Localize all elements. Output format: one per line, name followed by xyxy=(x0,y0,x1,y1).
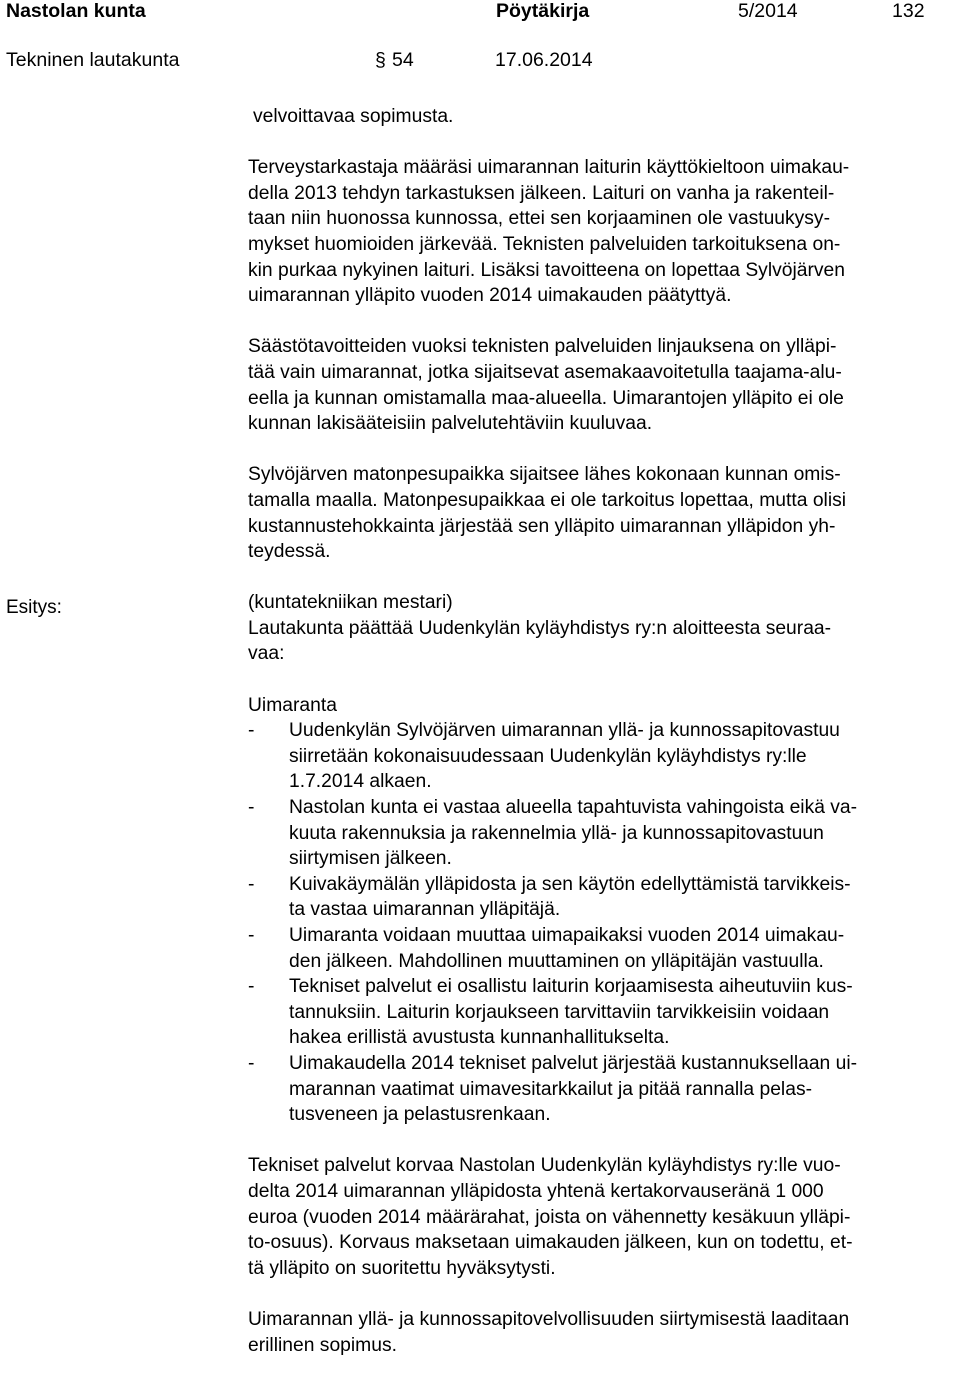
list-item xyxy=(248,872,960,923)
text-line: Kuivakäymälän ylläpidosta ja sen käytön edellyttämistä tarvikkeis- xyxy=(289,873,851,895)
text-line: Sylvöjärven matonpesupaikka sijaitsee lähes kokonaan kunnan omis- xyxy=(248,464,841,486)
municipality-name: Nastolan kunta xyxy=(6,0,146,22)
bullet-dash: - xyxy=(248,976,255,998)
proposal-section xyxy=(248,590,960,667)
text-line: kin purkaa nykyinen laituri. Lisäksi tavoitteena on lopettaa Sylvöjärven xyxy=(248,259,845,281)
list-item xyxy=(248,718,960,795)
top-line: velvoittavaa sopimusta. xyxy=(253,106,454,127)
bullet-dash: - xyxy=(248,873,255,895)
text-line: siirretään kokonaisuudessaan Uudenkylän kyläyhdistys ry:lle xyxy=(289,745,807,767)
text-line: Uudenkylän Sylvöjärven uimarannan yllä- ja kunnossapitovastuu xyxy=(289,720,840,742)
committee-name: Tekninen lautakunta xyxy=(6,49,180,71)
esitys-label: Esitys: xyxy=(6,597,62,618)
text-line: Säästötavoitteiden vuoksi teknisten palveluiden linjauksena on ylläpi- xyxy=(248,336,837,358)
bullet-dash: - xyxy=(248,720,255,742)
text-line: Tekniset palvelut korvaa Nastolan Uudenkylän kyläyhdistys ry:lle vuo- xyxy=(248,1155,841,1177)
document-number: 5/2014 xyxy=(738,0,798,22)
paragraph-3 xyxy=(248,462,960,564)
list-item xyxy=(248,974,960,1051)
text-line: erillinen sopimus. xyxy=(248,1334,397,1356)
text-line: tannuksiin. Laiturin korjaukseen tarvittaviin tarvikkeisiin voidaan xyxy=(289,1001,830,1023)
text-line: tusveneen ja pelastusrenkaan. xyxy=(289,1104,551,1126)
document-body xyxy=(248,104,960,1358)
text-line: tamalla maalla. Matonpesupaikkaa ei ole tarkoitus lopettaa, mutta olisi xyxy=(248,489,847,511)
section-number: 54 xyxy=(392,49,414,71)
text-line: Lautakunta päättää Uudenkylän kyläyhdistys ry:n aloitteesta seuraa- xyxy=(248,617,832,639)
text-line: 1.7.2014 alkaen. xyxy=(289,771,432,793)
paragraph-4 xyxy=(248,1153,960,1281)
text-line: vaa: xyxy=(248,643,285,665)
list-title: Uimaranta xyxy=(248,694,337,716)
text-line: kustannustehokkainta järjestää sen ylläpito uimarannan ylläpidon yh- xyxy=(248,515,836,537)
list-item xyxy=(248,923,960,974)
bullet-dash: - xyxy=(248,797,255,819)
document-type: Pöytäkirja xyxy=(496,0,590,22)
list-item xyxy=(248,1051,960,1128)
paragraph-5 xyxy=(248,1307,960,1358)
text-line: ta vastaa uimarannan ylläpitäjä. xyxy=(289,899,561,921)
text-line: uimarannan ylläpito vuoden 2014 uimakauden päätyttyä. xyxy=(248,285,732,307)
text-line: Nastolan kunta ei vastaa alueella tapahtuvista vahingoista eikä va- xyxy=(289,797,858,819)
text-line: teydessä. xyxy=(248,541,331,563)
text-line: Tekniset palvelut ei osallistu laiturin korjaamisesta aiheutuviin kus- xyxy=(289,976,853,998)
bullet-dash: - xyxy=(248,925,255,946)
paragraph-2 xyxy=(248,334,960,436)
text-line: den jälkeen. Mahdollinen muuttaminen on ylläpitäjän vastuulla. xyxy=(289,950,824,972)
section-sign: § xyxy=(375,49,386,71)
text-line: siirtymisen jälkeen. xyxy=(289,848,452,870)
paragraph-1 xyxy=(248,155,960,309)
bullet-dash: - xyxy=(248,1052,255,1074)
page-number: 132 xyxy=(892,0,925,22)
text-line: kunnan lakisääteisiin palvelutehtäviin kuuluvaa. xyxy=(248,413,653,435)
text-line: hakea erillistä avustusta kunnanhallitukselta. xyxy=(289,1027,670,1049)
text-line: tää vain uimarannat, jotka sijaitsevat asemakaavoitetulla taajama-alu- xyxy=(248,361,842,383)
text-line: Uimakaudella 2014 tekniset palvelut järjestää kustannuksellaan ui- xyxy=(289,1052,858,1074)
proposer: (kuntatekniikan mestari) xyxy=(248,592,453,614)
text-line: marannan vaatimat uimavesitarkkailut ja pitää rannalla pelas- xyxy=(289,1078,813,1100)
text-line: taan niin huonossa kunnossa, ettei sen korjaaminen ole vastuukysy- xyxy=(248,208,830,230)
text-line: Uimarannan yllä- ja kunnossapitovelvollisuuden siirtymisestä laaditaan xyxy=(248,1308,850,1330)
text-line: mykset huomioiden järkevää. Teknisten palveluiden tarkoituksena on- xyxy=(248,233,841,255)
text-line: to-osuus). Korvaus maksetaan uimakauden jälkeen, kun on todettu, et- xyxy=(248,1232,853,1254)
text-line: kuuta rakennuksia ja rakennelmia yllä- ja kunnossapitovastuun xyxy=(289,822,824,844)
list-item xyxy=(248,795,960,872)
text-line: Uimaranta voidaan muuttaa uimapaikaksi vuoden 2014 uimakau- xyxy=(289,925,845,946)
meeting-date: 17.06.2014 xyxy=(495,49,593,71)
text-line: Terveystarkastaja määräsi uimarannan laiturin käyttökieltoon uimakau- xyxy=(248,157,850,179)
text-line: euroa (vuoden 2014 määrärahat, joista on vähennetty kesäkuun ylläpi- xyxy=(248,1206,851,1228)
text-line: della 2013 tehdyn tarkastuksen jälkeen. Laituri on vanha ja rakenteil- xyxy=(248,182,835,204)
text-line: tä ylläpito on suoritettu hyväksytysti. xyxy=(248,1257,556,1279)
text-line: delta 2014 uimarannan ylläpidosta yhtenä kertakorvauseränä 1 000 xyxy=(248,1180,824,1202)
decision-list xyxy=(248,718,960,1128)
text-line: eella ja kunnan omistamalla maa-alueella. Uimarantojen ylläpito ei ole xyxy=(248,387,844,409)
